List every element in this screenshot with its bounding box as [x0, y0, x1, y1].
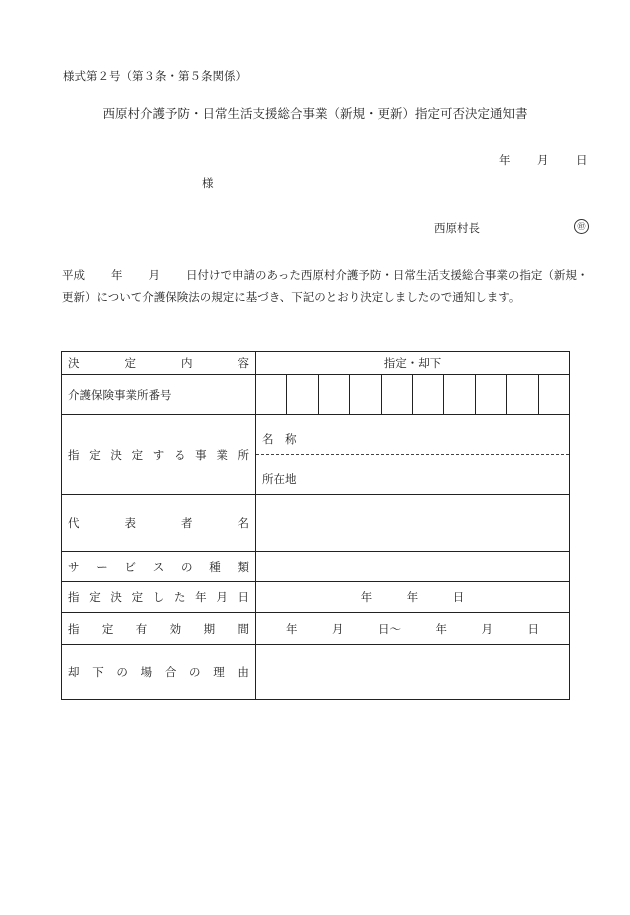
representative-field[interactable] — [256, 495, 570, 552]
label-char: 所 — [237, 447, 249, 462]
label-char: 表 — [124, 516, 136, 530]
mayor-title: 西原村長 — [434, 221, 480, 235]
body-month: 月 — [148, 268, 160, 282]
label-char: 定 — [124, 356, 136, 370]
label-char: す — [152, 447, 165, 462]
label-char: 決 — [68, 356, 80, 370]
validity-period-label — [62, 613, 256, 645]
label-char: 定 — [131, 590, 144, 604]
body-year: 年 — [111, 268, 123, 282]
label-char: の — [116, 665, 128, 679]
label-char: 定 — [89, 447, 101, 462]
label-char: 期 — [203, 621, 216, 636]
label-char: 日 — [237, 590, 249, 604]
addressee-suffix: 様 — [202, 176, 214, 190]
label-char: 類 — [237, 559, 249, 574]
form-number: 様式第２号（第３条・第５条関係） — [63, 69, 247, 83]
dashed-divider — [256, 454, 569, 455]
label-char: 定 — [89, 590, 101, 604]
label-char: ビ — [124, 559, 136, 574]
service-type-label — [62, 552, 256, 582]
seal-mark: ㊞ — [574, 219, 589, 234]
label-char: 理 — [213, 665, 225, 679]
decision-value: 指定・却下 — [256, 352, 570, 375]
rejection-reason-label — [62, 645, 256, 700]
label-char: 決 — [110, 447, 122, 462]
date-year: 年 — [499, 153, 511, 167]
validity-period-value[interactable]: 年 月 日〜 年 月 日 — [256, 613, 570, 645]
label-char: 場 — [140, 665, 153, 679]
decision-date-label — [62, 582, 256, 613]
decision-table — [61, 351, 570, 700]
label-char: 事 — [195, 447, 207, 462]
date-month: 月 — [537, 153, 549, 167]
label-char: 定 — [101, 621, 114, 636]
label-char: 内 — [181, 356, 193, 370]
decision-label — [62, 352, 256, 375]
label-char: ス — [152, 559, 165, 574]
label-char: 業 — [216, 447, 228, 462]
designated-office-field[interactable] — [256, 415, 570, 495]
body-era: 平成 — [62, 268, 85, 282]
label-char: 指 — [68, 447, 80, 462]
label-char: 決 — [110, 590, 122, 604]
office-number-boxes[interactable] — [256, 375, 570, 415]
label-char: 月 — [216, 590, 228, 604]
office-number-label: 介護保険事業所番号 — [62, 375, 256, 415]
body-text: 日付けで申請のあった西原村介護予防・日常生活支援総合事業の指定（新規・更新）について介護保険法の規定に基づき、下記のとおり決定しましたので通知します。 — [62, 268, 589, 304]
designated-office-label — [62, 415, 256, 495]
label-char: 下 — [92, 665, 104, 679]
label-char: 名 — [237, 516, 249, 530]
label-char: 代 — [68, 516, 80, 530]
label-char: 定 — [131, 447, 144, 462]
label-char: 効 — [169, 621, 182, 636]
date-day: 日 — [576, 153, 588, 167]
label-char: 合 — [164, 665, 177, 679]
label-char: サ — [68, 559, 80, 574]
label-char: 却 — [68, 665, 80, 679]
label-char: 間 — [237, 621, 249, 636]
service-type-field[interactable] — [256, 552, 570, 582]
label-char: し — [152, 590, 165, 604]
label-char: 種 — [209, 559, 221, 574]
label-char: 指 — [68, 590, 80, 604]
document-title: 西原村介護予防・日常生活支援総合事業（新規・更新）指定可否決定通知書 — [102, 106, 528, 121]
notice-body — [62, 264, 592, 308]
label-char: 由 — [237, 665, 249, 679]
label-char: の — [189, 665, 201, 679]
label-char: た — [173, 590, 186, 604]
label-char: 容 — [237, 356, 249, 370]
representative-label — [62, 495, 256, 552]
label-char: 者 — [181, 516, 193, 530]
office-name-label: 名 称 — [262, 432, 297, 446]
label-char: る — [173, 447, 186, 462]
decision-date-value[interactable]: 年 年 日 — [256, 582, 570, 613]
label-char: 指 — [68, 621, 80, 636]
label-char: の — [181, 559, 193, 574]
label-char: 年 — [195, 590, 207, 604]
rejection-reason-field[interactable] — [256, 645, 570, 700]
label-char: ー — [96, 559, 108, 574]
office-location-label: 所在地 — [262, 472, 297, 486]
label-char: 有 — [135, 621, 148, 636]
